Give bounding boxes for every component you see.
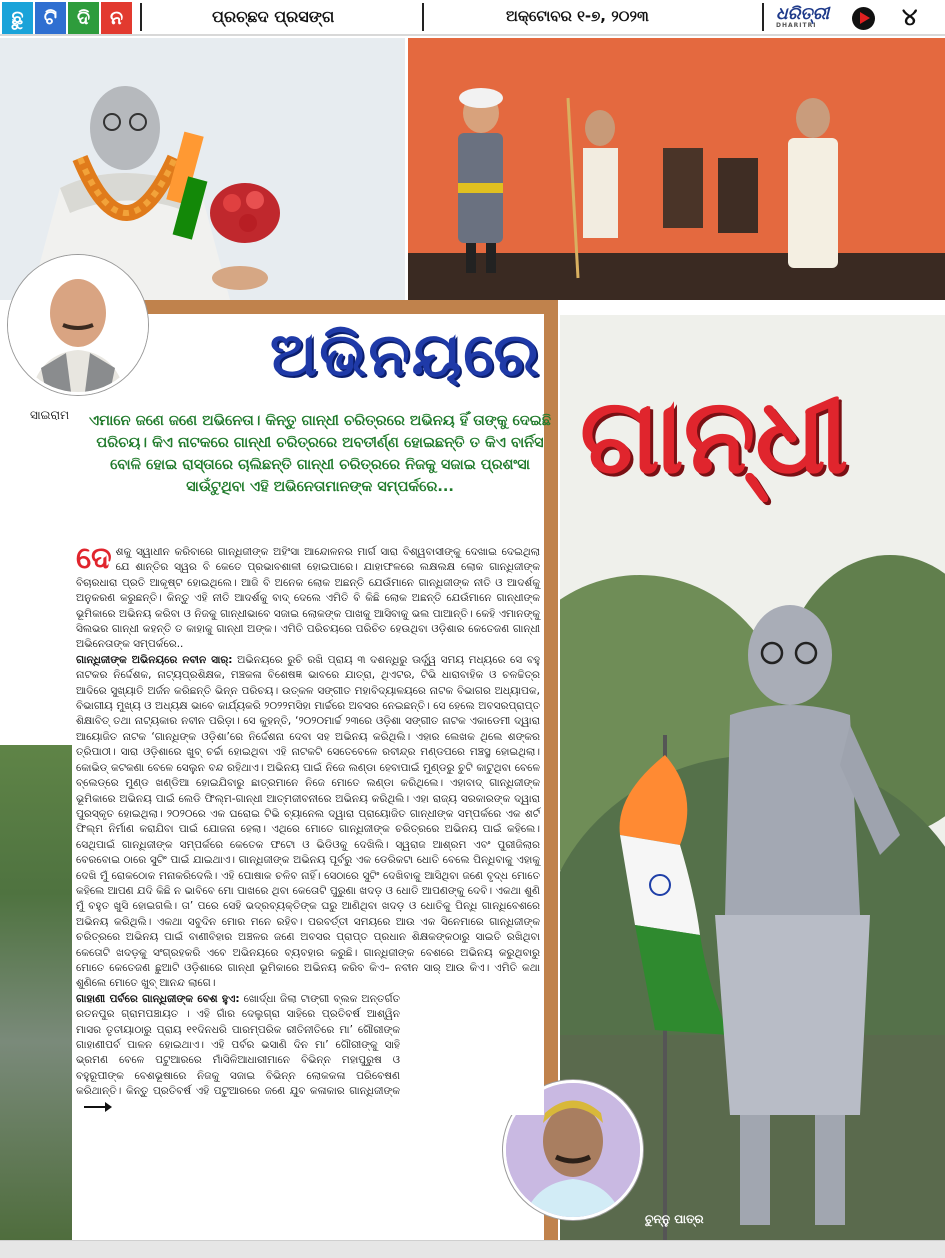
section-title: ପ୍ରଚ୍ଛଦ ପ୍ରସଙ୍ଗ (212, 7, 335, 26)
paragraph-text: ଅଭିନୟରେ ରୁଚି ରଖି ପ୍ରାୟ ୩ ଦଶନ୍ଧିରୁ ଊର୍ଦ୍ଧ୍ୱ ସମୟ ମଧ୍ୟରେ ସେ ବହୁ ନାଟକର ନିର୍ଦ୍ଦେଶକ, ନାଟ୍ୟପ୍ରଶିକ୍ଷକ, ମଞ୍ଚକଳା ବିଶେଷଜ୍ଞ ଭାବରେ ଯାତ୍ରା, ଥିଏଟର, ଟିଭି ଧାରାବାହିକ ଓ ଚଳଚ୍ଚିତ୍ର ଆଦିରେ ସୁଖ୍ୟାତି ଅର୍ଜନ କରିଛନ୍ତି ଭିନ୍ନ ପରିଚୟ। ଉତ୍କଳ ସଙ୍ଗୀତ ମହାବିଦ୍ୟାଳୟରେ ନାଟକ ବିଭାଗର ଅଧ୍ୟାପକ, ବିଭାଗୀୟ ମୁଖ୍ୟ ଓ ଅଧ୍ୟକ୍ଷ ଭାବେ କାର୍ଯ୍ୟକରି ୨୦୨୨ମସିହା ମାର୍ଚ୍ଚରେ ଅବସର ନେଇଛନ୍ତି। ସେ ହେଲେ ଅବସରପ୍ରାପ୍ତ ଶିକ୍ଷାବିତ୍ ତଥା ନାଟ୍ୟକାର ନବୀନ ପରିଡ଼ା। ସେ କୁହନ୍ତି, ‘୨୦୨୦ମାର୍ଚ୍ଚ ୨୩ରେ ଓଡ଼ିଶା ସଙ୍ଗୀତ ନାଟକ ଏକାଡେମୀ ଦ୍ୱାରା ଆୟୋଜିତ ନାଟକ ‘ଗାନ୍ଧିଙ୍କ ଓଡ଼ିଶା’ରେ ନିର୍ଦ୍ଦେଶନା ଦେବା ସହ ଅଭିନୟ କରିଥିଲି। ଏହାର ଲେଖକ ଥିଲେ ଶଙ୍କର ତ୍ରିପାଠୀ। ସାରା ଓଡ଼ିଶାରେ ଖୁବ୍ ଚର୍ଚ୍ଚା ହୋଇଥିବା ଏହି ନାଟକଟି ସେତେବେଳେ ରବୀନ୍ଦ୍ର ମଣ୍ଡପରେ ମଞ୍ଚସ୍ଥ ହୋଇଥିଲା। କୋଭିଡ୍ କଟକଣା ବେଳେ ସେଲୁନ ବନ୍ଦ ରହିଥାଏ। ଅଭିନୟ ପାଇଁ ନିଜେ ଲଣ୍ଡା ହେବାପାଇଁ ମୁଣ୍ଡରୁ ଚୁଟି କାଟୁଥିବା ବେଳେ ବ୍ଲେଡ୍‌ରେ ମୁଣ୍ଡ ଖଣ୍ଡିଆ ହୋଇଯିବାରୁ ଛାତ୍ରମାନେ ନିଜେ ମୋତେ ଲଣ୍ଡା କରିଥିଲେ। ଏହାବାଦ୍ ଗାନ୍ଧିଜୀଙ୍କ ଭୂମିକାରେ ଅଭିନୟ ପାଇଁ ଲେଡି ଫିଲ୍ମ-ଗାନ୍ଧୀ ଆତ୍ମଜୀବନୀରେ ଅଭିନୟ କରିଥିଲି। ଏହା ରାଜ୍ୟ ସରକାରଙ୍କ ଦ୍ୱାରା ପୁରସ୍କୃତ ହୋଇଥିଲା। ୨୦୨୦ରେ ଏକ ଘରୋଇ ଟିଭି ଚ୍ୟାନେଲ ଦ୍ୱାରା ପ୍ରାୟୋଜିତ ଗାନ୍ଧୀଙ୍କ ସମ୍ପର୍କରେ ଏକ ଶର୍ଟ ଫିଲ୍ମ ନିର୍ମାଣ କରାଯିବା ପାଇଁ ଯୋଜନା ହେଲା। ଏଥିରେ ମୋତେ ଗାନ୍ଧିଜୀଙ୍କ ଚରିତ୍ରରେ ଅଭିନୟ ପାଇଁ କହିଲେ। ସେଥିପାଇଁ ଗାନ୍ଧିଜୀଙ୍କ ସମ୍ପର୍କରେ କେତେକ ଫଟୋ ଓ ଭିଡିଓକୁ ଦେଖିଲି। ସ୍ୱରାଜ ଆଶ୍ରମ ଏବଂ ପୁରୀଜିଲାର ବେରବୋଇ ଠାରେ ସୁଟିଂ ପାଇଁ ଯାଇଥାଏ। ଗାନ୍ଧିଜୀଙ୍କ ଅଭିନୟ ପୂର୍ବରୁ ଏକ ଡେରିକଟା ଧୋତି ବେଲେ ପିନ୍ଧିବାକୁ ଏହାକୁ ଦେଖି ମୁଁ ରୋକଠୋକ ମନାକରିଦେଲି। ଏହି ପୋଷାକ ଚଳିବ ନାହିଁ। ସେଠାରେ ସୁଟିଂ ଦେଖିବାକୁ ଆସିଥିବା ଜଣେ ବୃଦ୍ଧ ମୋତେ କହିଲେ ଆପଣ ଯଦି କିଛି ନ ଭାବିବେ ମୋ ପାଖରେ ଥିବା କେତୋଟି ପୁରୁଣା ଖଦଡ଼ ଓ ଧୋତି ଆପଣଙ୍କୁ ଦେବି। ଏକଥା ଶୁଣି ମୁଁ ବହୁତ ଖୁସି ହୋଇଗଲି। ତା’ ପରେ ସେହି ଭଦ୍ରବ୍ୟକ୍ତିଙ୍କ ଘରୁ ଆଣିଥିବା ଖଦଡ଼ ଓ ଧୋତିକୁ ପିନ୍ଧି ଗାନ୍ଧିବେଶରେ ଅଭିନୟ କରିଥିଲି। ଏକଥା ସବୁଦିନ ମୋର ମନେ ରହିବ। ପରବର୍ତ୍ତୀ ସମୟରେ ଆଉ ଏକ ସିନେମାରେ ଗାନ୍ଧିଜୀଙ୍କ ଚରିତ୍ରରେ ଅଭିନୟ ପାଇଁ ବାଣୀବିହାର ଅଞ୍ଚଳର ଜଣେ ଅବସର ପ୍ରାପ୍ତ ପ୍ରଧାନ ଶିକ୍ଷକଙ୍କଠାରୁ ସାଇତି ରଖିଥିବା କେତୋଟି ଖଦଡ଼କୁ ସଂଗ୍ରହକରି ଏବେ ଅଭିନୟରେ ବ୍ୟବହାର କରୁଛି। ଗାନ୍ଧିଜୀଙ୍କ ବେଶରେ ଅଭିନୟ କରୁଥିବାରୁ ମୋତେ କେତେଜଣ ଛୁଆଟି ଓଡ଼ିଶାରେ ଗାନ୍ଧୀ ଭୂମିକାରେ ଅଭିନୟ କରିବ କିଏ– ନବୀନ ସାର୍ ଆଉ କିଏ। ଏମିତି କଥା ଶୁଣିଲେ ମୋତେ ଖୁବ୍ ଆନନ୍ଦ ଲାଗେ। (76, 653, 540, 990)
headline-line2: ଗାନ୍ଧୀ (580, 375, 849, 497)
brand-letter: ଟି (35, 2, 66, 34)
page-number: ୪ (902, 3, 918, 31)
continue-arrow-icon (84, 1106, 110, 1108)
dropcap: ଦେ (76, 541, 112, 576)
brand-letter: ନ (101, 2, 132, 34)
headline-line1: ଅଭିନୟରେ (270, 320, 541, 390)
stage-play-photo (408, 38, 945, 300)
brand-logo (2, 2, 132, 34)
play-icon (852, 7, 875, 30)
portrait-caption: ସାଇରାମ (30, 408, 70, 422)
brand-letter: ଛୁ (2, 2, 33, 34)
footer-bar (0, 1240, 945, 1258)
portrait-sairam (8, 255, 148, 395)
intro-text: ଏମାନେ ଜଣେ ଜଣେ ଅଭିନେତା। କିନ୍ତୁ ଗାନ୍ଧୀ ଚରିତ୍ରରେ ଅଭିନୟ ହିଁ ତାଙ୍କୁ ଦେଇଛି ପରିଚୟ। କିଏ ନାଟକରେ ଗାନ୍ଧୀ ଚରିତ୍ରରେ ଅବତୀର୍ଣ୍ଣ ହୋଇଛନ୍ତି ତ କିଏ ବାର୍ନିସ ବୋଳି ହୋଇ ରାସ୍ତାରେ ଚାଲିଛନ୍ତି ଗାନ୍ଧୀ ଚରିତ୍ରରେ ନିଜକୁ ସଜାଇ ପ୍ରଶଂସା ସାଉଁଟୁଥିବା ଏହି ଅଭିନେତାମାନଙ୍କ ସମ୍ପର୍କରେ... (88, 413, 552, 495)
background-scene-photo (0, 745, 72, 1240)
portrait-caption: ଚୁନ୍ନୁ ପାତ୍ର (645, 1212, 704, 1226)
paper-logo (776, 4, 829, 29)
article-paragraph (76, 992, 540, 1115)
article-body (72, 541, 544, 1115)
page-header (0, 0, 945, 36)
header-divider (422, 3, 424, 31)
subheading: ଗାହାଣୀ ପର୍ବରେ ଗାନ୍ଧିଜୀଙ୍କ ବେଶ ହୁଏ: (76, 992, 240, 1005)
article-paragraph (76, 653, 540, 992)
header-divider (762, 3, 764, 31)
photo-illustration (408, 38, 945, 300)
paragraph-text: ଶକୁ ସ୍ୱାଧୀନ କରିବାରେ ଗାନ୍ଧିଜୀଙ୍କ ଅହିଂସା ଆନ୍ଦୋଳନର ମାର୍ଗ ସାରା ବିଶ୍ୱବାସୀଙ୍କୁ ଦେଖାଇ ଦେଇଥିଲା ଯେ ଶାନ୍ତିର ସ୍ୱର ବି କେତେ ପ୍ରଭାବଶାଳୀ ହୋଇପାରେ। ଯାହାଫଳରେ ଲକ୍ଷଲକ୍ଷ ଲୋକ ଗାନ୍ଧିଜୀଙ୍କ ବିଚାରଧାରା ପ୍ରତି ଆକୃଷ୍ଟ ହୋଇଥିଲେ। ଆଜି ବି ଅନେକ ଲୋକ ଅଛନ୍ତି ଯେଉଁମାନେ ଗାନ୍ଧିଜୀଙ୍କ ନୀତି ଓ ଆଦର୍ଶକୁ ଅନୁକରଣ କରୁଛନ୍ତି। କିନ୍ତୁ ଏହି ନୀତି ଆଦର୍ଶକୁ ବାଦ୍ ଦେଲେ ଏମିତି ବି କିଛି ଲୋକ ଅଛନ୍ତି ଯେଉଁମାନେ ଗାନ୍ଧୀଙ୍କ ଭୂମିକାରେ ଅଭିନୟ କରିବା ଓ ନିଜକୁ ଗାନ୍ଧୀଭାବେ ସଜାଇ ଲୋକଙ୍କ ପାଖକୁ ଆସିବାକୁ ଭଲ ପାଆନ୍ତି। କେହି ଏମାନଙ୍କୁ ସିଲଭର ଗାନ୍ଧୀ କହନ୍ତି ତ କାହାକୁ ଗାନ୍ଧୀ ଅଙ୍କ। ଏମିତି ପରିଚୟରେ ପରିଚିତ ହେଉଥିବା ଓଡ଼ିଶାର କେତେଜଣ ଗାନ୍ଧୀ ଅଭିନେତାଙ୍କ ସମ୍ପର୍କରେ.. (76, 546, 540, 651)
portrait-illustration (11, 258, 145, 392)
issue-date: ଅକ୍ଟୋବର ୧-୭, ୨୦୨୩ (506, 7, 649, 25)
paper-sub: DHARITRI (776, 22, 817, 29)
paragraph-text: ଖୋର୍ଦ୍ଧା ଜିଲା ଟାଙ୍ଗୀ ବ୍ଲକ ଅନ୍ତର୍ଗତ ରତନପୁର ଗ୍ରାମପଞ୍ଚାୟତ । ଏହି ଗାଁର ଦେଲୁଗ୍ରା ସାହିରେ ପ୍ରତିବର୍ଷ ଆଶ୍ୱିନ ମାସର ତୃତୀୟାଠାରୁ ପ୍ରାୟ ୧୧ଦିନଧରି ପାରମ୍ପରିକ ରୀତିନୀତିରେ ମା’ ଗୌରୀଙ୍କ ଗାହାଣୀପର୍ବ ପାଳନ ହୋଇଥାଏ। ଏହି ପର୍ବର ଭସାଣି ଦିନ ମା’ ଗୌରୀଙ୍କୁ ସାହି ଭ୍ରମଣ ବେଳେ ପଟୁଆରରେ ମାଁସିଳିଆଧାରୀମାନେ ବିଭିନ୍ନ ମହାପୁରୁଷ ଓ ବହୁରୂପୀଙ୍କ ବେଶଭୂଷାରେ ନିଜକୁ ସଜାଇ ବିଭିନ୍ନ ଲୋକକଳା ପରିବେଷଣ କରିଥାନ୍ତି। କିନ୍ତୁ ପ୍ରତିବର୍ଷ ଏହି ପଟୁଆରରେ ଜଣେ ଯୁବ କଳାକାର ଗାନ୍ଧିଜୀଙ୍କ (76, 992, 400, 1098)
brand-letter: ଦି (68, 2, 99, 34)
paper-name: ଧରିତ୍ରୀ (776, 4, 830, 24)
article-paragraph (76, 541, 540, 653)
subheading: ଗାନ୍ଧିଜୀଙ୍କ ଅଭିନୟରେ ନବୀନ ସାର୍: (76, 653, 233, 666)
header-divider (140, 3, 142, 31)
